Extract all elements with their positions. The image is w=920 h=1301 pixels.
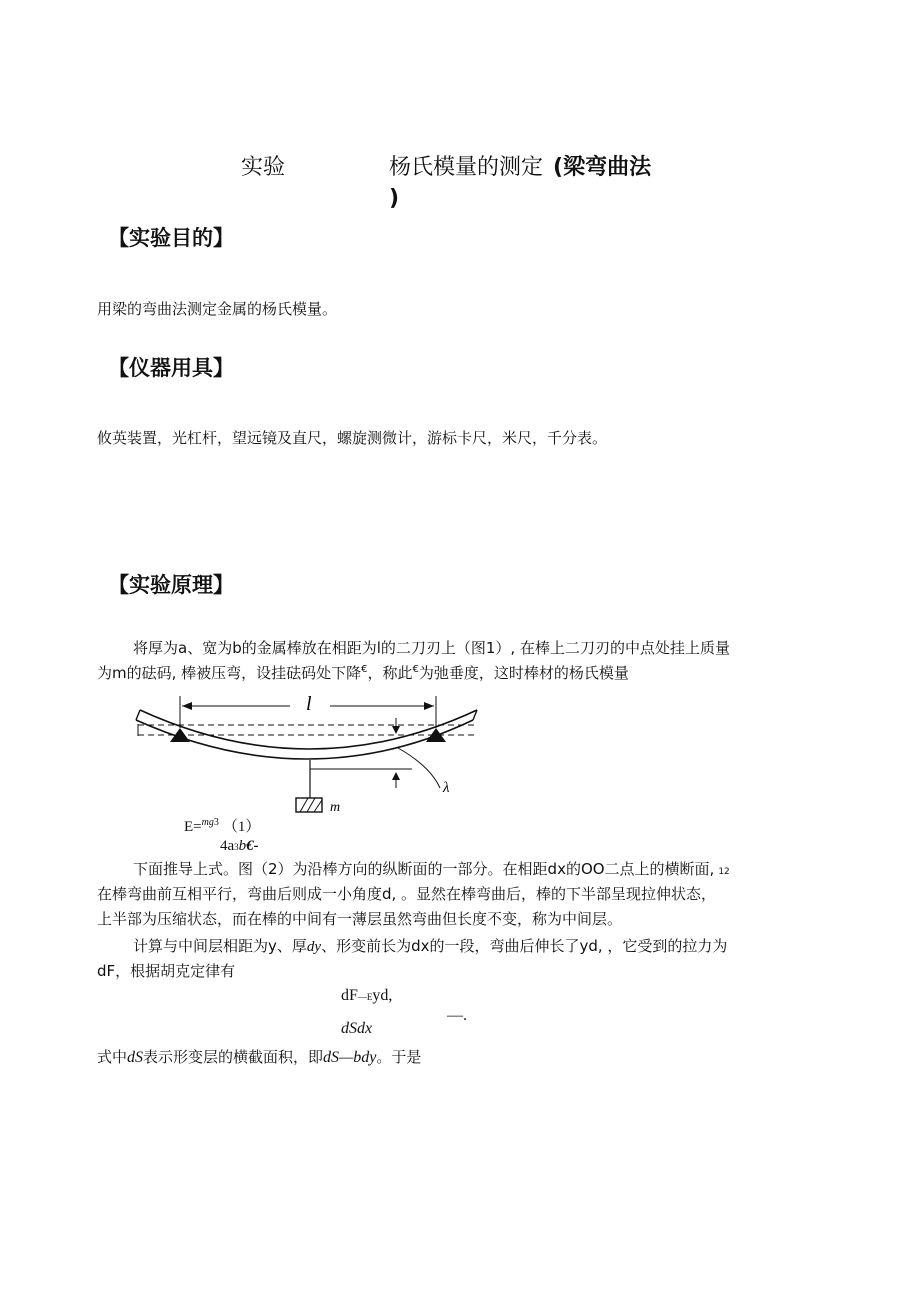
formula1-den-b: b <box>238 838 247 854</box>
formula1-den: 4a <box>220 838 235 854</box>
formula2-num-b: yd, <box>372 987 393 1004</box>
p1-line2-sym1: € <box>361 664 368 675</box>
title-paren-close: ) <box>389 186 400 211</box>
closing-dS: dS <box>127 1049 144 1066</box>
label-m: m <box>330 800 341 815</box>
closing-line <box>97 1046 421 1067</box>
heading-apparatus: 【仪器用具】 <box>108 356 234 380</box>
formula1-numerator <box>184 815 260 836</box>
closing-b: 表示形变层的横截面积，即 <box>143 1048 324 1066</box>
principle-p1-line2 <box>97 662 629 683</box>
heading-purpose: 【实验目的】 <box>108 226 234 250</box>
derivation-line4-b: 、形变前长为dx的一段，弯曲后伸长了yd, ，它受到的拉力为 <box>321 937 728 955</box>
beam-bending-figure <box>130 688 490 818</box>
p1-line2-sym2: € <box>412 664 419 675</box>
derivation-line4 <box>133 935 727 956</box>
beam-top-edge <box>140 710 477 749</box>
formula1-lhs: E= <box>184 819 202 835</box>
title-prefix: 实验 <box>241 155 286 180</box>
p1-line2-a: 为m的砝码, 棒被压弯，设挂砝码处下降 <box>97 664 362 682</box>
formula1-exp: 3 <box>213 817 219 828</box>
derivation-line4-a: 计算与中间层相距为y、厚 <box>133 937 307 955</box>
formula1-number: （1） <box>222 819 261 835</box>
title-main <box>389 150 651 181</box>
formula1-sup: mg <box>201 817 214 828</box>
formula2-dash: —. <box>447 1007 467 1024</box>
derivation-line3: 上半部为压缩状态，而在棒的中间有一薄层虽然弯曲但长度不变，称为中间层。 <box>97 910 623 928</box>
heading-principle: 【实验原理】 <box>108 573 234 597</box>
label-lambda: λ <box>443 780 450 796</box>
purpose-text: 用梁的弯曲法测定金属的杨氏模量。 <box>97 300 338 318</box>
p1-line2-c: 为弛垂度，这时棒材的杨氏模量 <box>418 664 629 682</box>
formula1-den-tail: €- <box>246 838 259 854</box>
formula1-den-sup: 3 <box>234 842 239 852</box>
formula2-num-sub: —E <box>357 992 373 1002</box>
formula2-num-a: dF <box>341 987 358 1004</box>
formula2-numerator <box>341 987 392 1005</box>
label-l: l <box>306 693 312 715</box>
derivation-line1 <box>133 858 730 879</box>
p1-line2-b: ，称此 <box>367 664 413 682</box>
closing-expr: dS—bdy <box>323 1049 377 1066</box>
derivation-line2: 在棒弯曲前互相平行，弯曲后则成一小角度d, 。显然在棒弯曲后，棒的下半部呈现拉伸状态， <box>97 885 717 903</box>
derivation-line1-note: 12 <box>718 867 730 877</box>
title-paren-open: (梁弯曲法 <box>553 155 652 180</box>
formula1-denominator <box>220 838 259 855</box>
principle-p1-line1: 将厚为a、宽为b的金属棒放在相距为l的二刀刃上（图1）, 在棒上二刀刃的中点处挂上质量 <box>133 639 730 657</box>
apparatus-text: 攸英装置，光杠杆，望远镜及直尺，螺旋测微计，游标卡尺，米尺，千分表。 <box>97 429 608 447</box>
derivation-line5: dF，根据胡克定律有 <box>97 962 236 980</box>
closing-a: 式中 <box>97 1048 128 1066</box>
closing-c: 。于是 <box>376 1048 422 1066</box>
derivation-line4-dy: dy <box>306 939 322 955</box>
title-main-text: 杨氏模量的测定 <box>389 155 544 180</box>
derivation-line1-text: 下面推导上式。图（2）为沿棒方向的纵断面的一部分。在相距dx的OO二点上的横断面, <box>133 860 715 878</box>
formula2-denominator: dSdx <box>341 1020 373 1037</box>
